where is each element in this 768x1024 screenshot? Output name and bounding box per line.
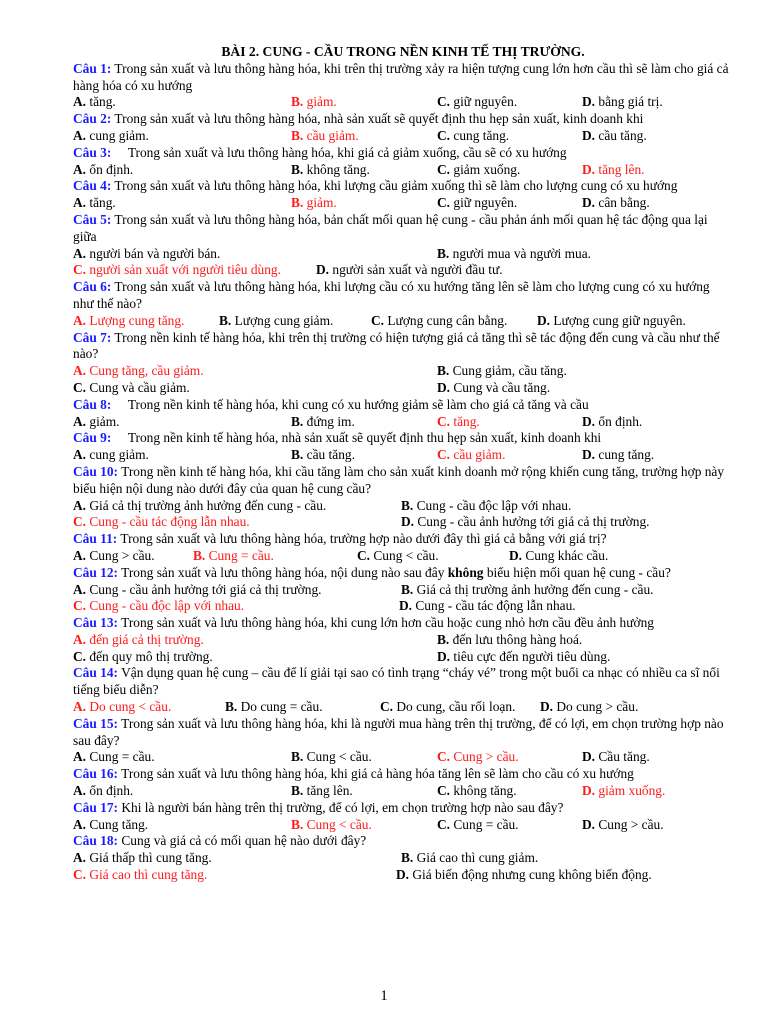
option-letter: A.: [73, 195, 87, 211]
option-letter: A.: [73, 631, 87, 647]
question-text: Trong sản xuất và lưu thông hàng hóa, khi lượng cầu có xu hướng tăng lên sẽ làm cho lượng cung có xu hướng như thế nào?: [73, 279, 710, 311]
question-text: Trong sản xuất và lưu thông hàng hóa, nội dung nào sau đây: [118, 564, 448, 580]
option-a: Cung - cầu ảnh hưởng tới giá cả thị trường.: [86, 581, 322, 597]
question-text: Trong sản xuất và lưu thông hàng hóa, khi giá cả hàng hóa tăng lên sẽ làm cho cầu có xu hướng: [118, 766, 634, 782]
option-a: cung giảm.: [86, 127, 149, 143]
question-5: [73, 212, 733, 246]
option-c: Cung - cầu tác động lẫn nhau.: [86, 514, 250, 530]
option-letter: C.: [380, 699, 394, 715]
question-label: Câu 10:: [73, 463, 119, 479]
question-1: [73, 61, 733, 95]
question-11: [73, 531, 733, 548]
options-row: [73, 380, 733, 397]
option-a: Lượng cung tăng.: [86, 312, 185, 328]
option-b: Cung giảm, cầu tăng.: [449, 363, 567, 379]
option-c: cung tăng.: [450, 127, 510, 143]
question-text: Trong sản xuất và lưu thông hàng hóa, khi giá cả giảm xuống, cầu sẽ có xu hướng: [111, 144, 567, 160]
question-text: Trong nền kinh tế hàng hóa, khi trên thị trường có hiện tượng giá cả tăng thì sẽ tác động đến cung và cầu như thế nào?: [73, 329, 720, 362]
options-row: [73, 313, 733, 330]
option-d: Cung - cầu ảnh hưởng tới giá cả thị trường.: [414, 514, 650, 530]
option-c: giảm xuống.: [450, 161, 521, 177]
option-d: Cầu tăng.: [595, 749, 650, 765]
options-row: [73, 514, 733, 531]
question-label: Câu 15:: [73, 715, 119, 731]
question-14: [73, 665, 733, 699]
option-d: bằng giá trị.: [595, 94, 663, 110]
option-c: đến quy mô thị trường.: [86, 648, 213, 664]
question-text: Trong sản xuất và lưu thông hàng hóa, nhà sản xuất sẽ quyết định thu hẹp sản xuất, kinh doanh khi: [111, 111, 644, 127]
option-letter: D.: [582, 816, 596, 832]
option-letter: A.: [73, 749, 87, 765]
option-letter: B.: [291, 749, 304, 765]
option-b: Cung - cầu độc lập với nhau.: [413, 497, 572, 513]
question-label: Câu 4:: [73, 178, 112, 194]
question-text: Trong nền kinh tế hàng hóa, khi cung có xu hướng giảm sẽ làm cho giá cả tăng và cầu: [111, 396, 589, 412]
option-d: Lượng cung giữ nguyên.: [550, 312, 686, 328]
options-row: [73, 246, 733, 263]
option-letter: B.: [291, 816, 304, 832]
option-b: Giá cao thì cung giảm.: [413, 850, 539, 866]
option-b: Cung = cầu.: [205, 547, 274, 563]
option-d: Cung > cầu.: [595, 816, 664, 832]
option-letter: D.: [396, 867, 410, 883]
question-8: [73, 397, 733, 414]
question-label: Câu 9:: [73, 430, 112, 446]
options-row: [73, 363, 733, 380]
option-c: Cung - cầu độc lập với nhau.: [86, 598, 245, 614]
question-4: [73, 178, 733, 195]
question-15: [73, 716, 733, 750]
question-label: Câu 3:: [73, 144, 112, 160]
option-a: đến giá cả thị trường.: [86, 631, 204, 647]
options-row: [73, 817, 733, 834]
option-d: Cung và cầu tăng.: [450, 379, 551, 395]
option-letter: C.: [437, 413, 451, 429]
option-letter: B.: [291, 161, 304, 177]
question-label: Câu 7:: [73, 329, 112, 345]
option-letter: B.: [291, 447, 304, 463]
question-label: Câu 1:: [73, 60, 112, 76]
option-letter: C.: [73, 867, 87, 883]
question-text: Cung và giá cả có mối quan hệ nào dưới đây?: [118, 833, 367, 849]
option-d: cung tăng.: [595, 447, 655, 463]
option-c: Lượng cung cân bằng.: [384, 312, 508, 328]
option-c: cầu giảm.: [450, 447, 506, 463]
option-b: cầu tăng.: [303, 447, 355, 463]
option-letter: C.: [437, 161, 451, 177]
question-label: Câu 14:: [73, 665, 119, 681]
option-letter: B.: [401, 581, 414, 597]
question-9: [73, 430, 733, 447]
question-text: Trong sản xuất và lưu thông hàng hóa, bản chất mối quan hệ cung - cầu phản ánh mối quan hệ tác động qua lại giữa: [73, 211, 708, 244]
option-letter: A.: [73, 245, 87, 261]
option-a: Cung tăng, cầu giảm.: [86, 363, 204, 379]
option-letter: D.: [537, 312, 551, 328]
question-label: Câu 6:: [73, 279, 112, 295]
option-d: tiêu cực đến người tiêu dùng.: [450, 648, 611, 664]
option-letter: A.: [73, 312, 87, 328]
option-letter: C.: [437, 94, 451, 110]
option-letter: A.: [73, 497, 87, 513]
question-16: [73, 766, 733, 783]
option-letter: B.: [291, 195, 304, 211]
option-a: tăng.: [86, 195, 116, 211]
document-body: [73, 44, 733, 884]
option-a: Do cung < cầu.: [86, 699, 172, 715]
option-letter: A.: [73, 547, 87, 563]
option-letter: A.: [73, 581, 87, 597]
question-13: [73, 615, 733, 632]
options-row: [73, 783, 733, 800]
question-label: Câu 16:: [73, 766, 119, 782]
option-b: người mua và người mua.: [449, 245, 592, 261]
option-letter: C.: [437, 447, 451, 463]
option-letter: C.: [73, 262, 87, 278]
option-letter: A.: [73, 850, 87, 866]
option-a: giảm.: [86, 413, 120, 429]
question-2: [73, 111, 733, 128]
option-a: Cung tăng.: [86, 816, 149, 832]
question-text: Trong sản xuất và lưu thông hàng hóa, khi trên thị trường xảy ra hiện tượng cung lớn hơn cầu thì sẽ làm cho giá cả hàng hóa có xu hướng: [73, 60, 729, 93]
option-letter: D.: [399, 598, 413, 614]
question-text: Trong sản xuất và lưu thông hàng hóa, khi lượng cầu giảm xuống thì sẽ làm cho lượng cung có xu hướng: [111, 178, 678, 194]
options-row: [73, 867, 733, 884]
options-row: [73, 262, 733, 279]
option-letter: D.: [540, 699, 554, 715]
option-letter: D.: [582, 413, 596, 429]
option-b: không tăng.: [303, 161, 370, 177]
option-letter: C.: [73, 379, 87, 395]
option-letter: A.: [73, 363, 87, 379]
option-b: Lượng cung giảm.: [231, 312, 334, 328]
option-c: Cung và cầu giảm.: [86, 379, 190, 395]
options-row: [73, 582, 733, 599]
options-row: [73, 94, 733, 111]
option-d: giảm xuống.: [595, 783, 666, 799]
option-b: tăng lên.: [303, 783, 353, 799]
option-b: giảm.: [303, 195, 337, 211]
option-letter: A.: [73, 816, 87, 832]
page-number: 1: [380, 988, 388, 1004]
option-letter: B.: [219, 312, 232, 328]
option-letter: D.: [582, 447, 596, 463]
option-letter: C.: [357, 547, 371, 563]
option-b: Giá cả thị trường ảnh hưởng đến cung - cầu.: [413, 581, 654, 597]
question-label: Câu 12:: [73, 564, 119, 580]
option-d: tăng lên.: [595, 161, 645, 177]
options-row: [73, 699, 733, 716]
options-row: [73, 498, 733, 515]
option-c: giữ nguyên.: [450, 94, 518, 110]
option-d: cân bằng.: [595, 195, 650, 211]
options-row: [73, 414, 733, 431]
option-d: Cung - cầu tác động lẫn nhau.: [412, 598, 576, 614]
option-a: Giá thấp thì cung tăng.: [86, 850, 212, 866]
option-letter: D.: [582, 783, 596, 799]
options-row: [73, 195, 733, 212]
option-letter: C.: [437, 783, 451, 799]
option-a: cung giảm.: [86, 447, 149, 463]
option-c: giữ nguyên.: [450, 195, 518, 211]
option-b: giảm.: [303, 94, 337, 110]
options-row: [73, 447, 733, 464]
question-12: [73, 565, 733, 582]
option-b: Do cung = cầu.: [237, 699, 323, 715]
option-letter: A.: [73, 447, 87, 463]
question-label: Câu 18:: [73, 833, 119, 849]
question-7: [73, 330, 733, 364]
options-row: [73, 548, 733, 565]
option-letter: C.: [73, 514, 87, 530]
option-letter: D.: [582, 161, 596, 177]
question-18: [73, 833, 733, 850]
option-d: Cung khác cầu.: [522, 547, 609, 563]
option-c: Cung < cầu.: [370, 547, 439, 563]
option-b: đứng im.: [303, 413, 355, 429]
option-c: tăng.: [450, 413, 480, 429]
option-d: Do cung > cầu.: [553, 699, 639, 715]
option-letter: B.: [437, 245, 450, 261]
option-letter: B.: [291, 413, 304, 429]
options-row: [73, 649, 733, 666]
question-text: biểu hiện mối quan hệ cung - cầu?: [483, 564, 671, 580]
option-letter: B.: [291, 127, 304, 143]
option-a: Cung = cầu.: [86, 749, 155, 765]
option-letter: B.: [225, 699, 238, 715]
option-a: ổn định.: [86, 783, 134, 799]
option-letter: D.: [437, 379, 451, 395]
question-label: Câu 8:: [73, 396, 112, 412]
option-letter: C.: [437, 195, 451, 211]
question-text: Trong nền kinh tế hàng hóa, khi cầu tăng làm cho sản xuất kinh doanh mở rộng khiến cung tăng, trường hợp này biểu hiện nội dung nào dưới đây của quan hệ cung cầu?: [73, 463, 725, 496]
option-letter: D.: [582, 749, 596, 765]
option-letter: A.: [73, 161, 87, 177]
options-row: [73, 128, 733, 145]
options-row: [73, 749, 733, 766]
option-b: đến lưu thông hàng hoá.: [449, 631, 583, 647]
option-c: Do cung, cầu rối loạn.: [393, 699, 516, 715]
question-label: Câu 11:: [73, 531, 118, 547]
option-letter: B.: [401, 497, 414, 513]
option-letter: B.: [401, 850, 414, 866]
option-letter: D.: [582, 195, 596, 211]
option-letter: C.: [437, 816, 451, 832]
option-letter: C.: [437, 749, 451, 765]
question-label: Câu 17:: [73, 799, 119, 815]
option-c: không tăng.: [450, 783, 517, 799]
question-6: [73, 279, 733, 313]
option-letter: D.: [401, 514, 415, 530]
option-c: Cung = cầu.: [450, 816, 519, 832]
option-a: người bán và người bán.: [86, 245, 221, 261]
options-row: [73, 850, 733, 867]
question-label: Câu 5:: [73, 211, 112, 227]
option-letter: B.: [437, 631, 450, 647]
option-letter: B.: [437, 363, 450, 379]
option-a: ổn định.: [86, 161, 134, 177]
option-c: Giá cao thì cung tăng.: [86, 867, 208, 883]
option-letter: C.: [73, 598, 87, 614]
question-label: Câu 13:: [73, 615, 119, 631]
option-d: ổn định.: [595, 413, 643, 429]
question-17: [73, 800, 733, 817]
option-b: cầu giảm.: [303, 127, 359, 143]
option-a: tăng.: [86, 94, 116, 110]
option-d: Giá biến động nhưng cung không biến động.: [409, 867, 652, 883]
option-d: cầu tăng.: [595, 127, 647, 143]
question-10: [73, 464, 733, 498]
option-c: Cung > cầu.: [450, 749, 519, 765]
question-text: Khi là người bán hàng trên thị trường, để có lợi, em chọn trường hợp nào sau đây?: [118, 799, 564, 815]
option-b: Cung < cầu.: [303, 816, 372, 832]
option-letter: A.: [73, 94, 87, 110]
question-3: [73, 145, 733, 162]
option-b: Cung < cầu.: [303, 749, 372, 765]
question-text: Trong sản xuất và lưu thông hàng hóa, khi cung lớn hơn cầu hoặc cung nhỏ hơn cầu đều ảnh hưởng: [118, 615, 654, 631]
option-letter: C.: [73, 648, 87, 664]
option-letter: A.: [73, 699, 87, 715]
option-letter: D.: [437, 648, 451, 664]
question-text: Trong sản xuất và lưu thông hàng hóa, trường hợp nào dưới đây thì giá cả bằng với giá trị?: [117, 531, 607, 547]
option-letter: D.: [582, 127, 596, 143]
option-letter: A.: [73, 413, 87, 429]
option-letter: D.: [509, 547, 523, 563]
options-row: [73, 632, 733, 649]
option-c: người sản xuất với người tiêu dùng.: [86, 262, 281, 278]
question-text: Vận dụng quan hệ cung – cầu để lí giải tại sao có tình trạng “cháy vé” trong một buổi ca nhạc có nhiều ca sĩ nổi tiếng biểu diễn?: [73, 665, 720, 698]
options-row: [73, 162, 733, 179]
option-letter: C.: [437, 127, 451, 143]
option-letter: A.: [73, 127, 87, 143]
question-text: Trong nền kinh tế hàng hóa, nhà sản xuất sẽ quyết định thu hẹp sản xuất, kinh doanh khi: [111, 430, 602, 446]
option-letter: C.: [371, 312, 385, 328]
question-label: Câu 2:: [73, 111, 112, 127]
question-text: Trong sản xuất và lưu thông hàng hóa, khi là người mua hàng trên thị trường, để có lợi, em chọn trường hợp nào sau đây?: [73, 715, 724, 748]
option-letter: B.: [291, 94, 304, 110]
page-title: BÀI 2. CUNG - CẦU TRONG NỀN KINH TẾ THỊ TRƯỜNG.: [221, 44, 585, 59]
option-letter: B.: [291, 783, 304, 799]
question-emphasis: không: [447, 564, 484, 580]
option-letter: D.: [316, 262, 330, 278]
option-d: người sản xuất và người đầu tư.: [329, 262, 503, 278]
option-a: Cung > cầu.: [86, 547, 155, 563]
option-a: Giá cả thị trường ảnh hưởng đến cung - cầu.: [86, 497, 327, 513]
option-letter: B.: [193, 547, 206, 563]
option-letter: A.: [73, 783, 87, 799]
options-row: [73, 598, 733, 615]
option-letter: D.: [582, 94, 596, 110]
